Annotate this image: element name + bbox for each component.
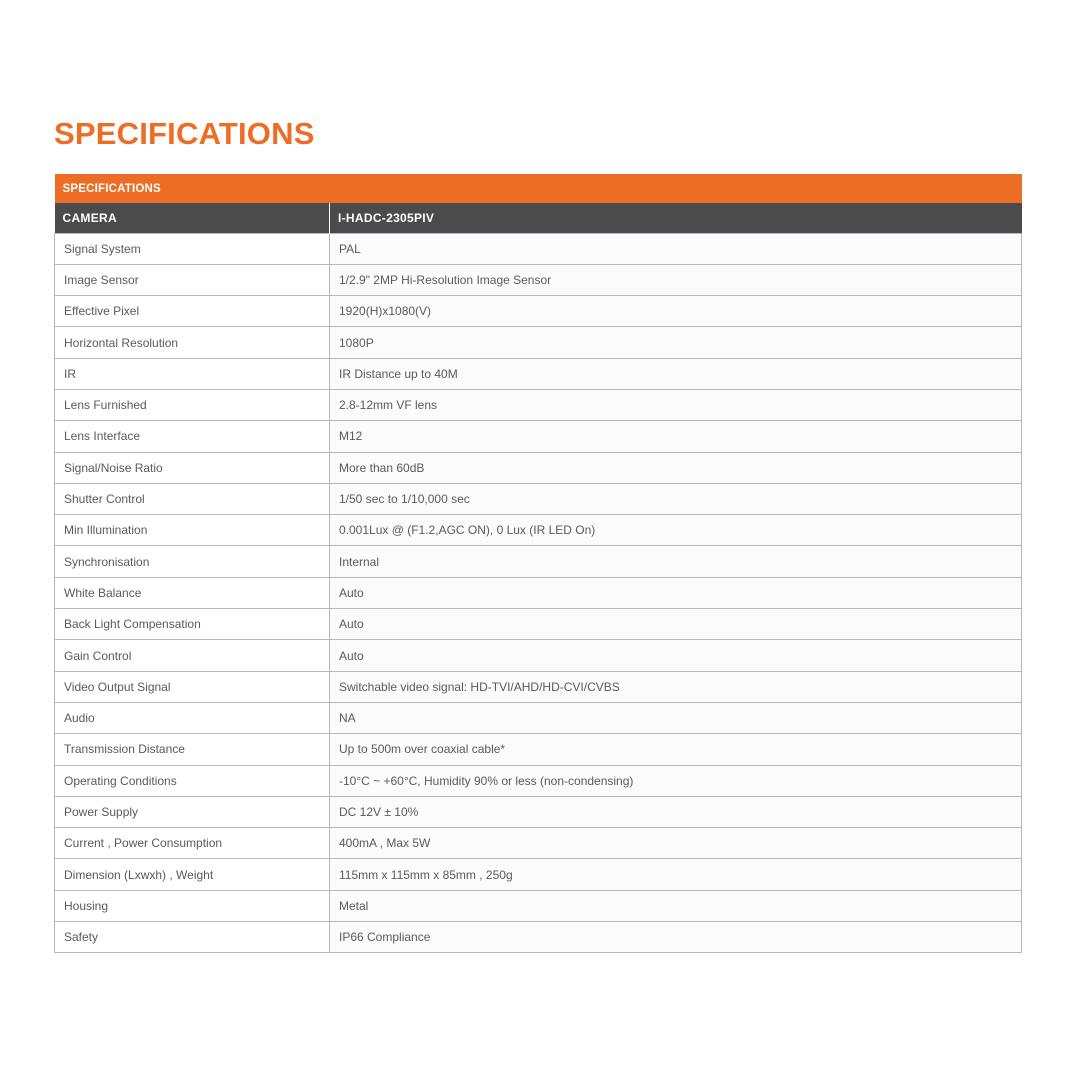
table-row bbox=[55, 264, 1022, 295]
page-title: SPECIFICATIONS bbox=[54, 116, 315, 151]
table-banner-label: SPECIFICATIONS bbox=[55, 174, 1022, 203]
spec-value: M12 bbox=[330, 421, 1022, 452]
spec-label: Safety bbox=[55, 922, 330, 953]
spec-value: 1920(H)x1080(V) bbox=[330, 296, 1022, 327]
table-row bbox=[55, 452, 1022, 483]
table-banner-row bbox=[55, 174, 1022, 203]
spec-label: Lens Interface bbox=[55, 421, 330, 452]
spec-label: Horizontal Resolution bbox=[55, 327, 330, 358]
table-row bbox=[55, 890, 1022, 921]
spec-value: 115mm x 115mm x 85mm , 250g bbox=[330, 859, 1022, 890]
spec-value: 2.8-12mm VF lens bbox=[330, 389, 1022, 420]
table-row bbox=[55, 296, 1022, 327]
spec-label: Operating Conditions bbox=[55, 765, 330, 796]
table-row bbox=[55, 233, 1022, 264]
spec-label: Video Output Signal bbox=[55, 671, 330, 702]
spec-value: 1/2.9" 2MP Hi-Resolution Image Sensor bbox=[330, 264, 1022, 295]
spec-value: DC 12V ± 10% bbox=[330, 796, 1022, 827]
header-model-number: I-HADC-2305PIV bbox=[330, 203, 1022, 233]
spec-value: Switchable video signal: HD-TVI/AHD/HD-CVI/CVBS bbox=[330, 671, 1022, 702]
table-row bbox=[55, 640, 1022, 671]
table-row bbox=[55, 483, 1022, 514]
spec-label: Min Illumination bbox=[55, 515, 330, 546]
spec-value: 400mA , Max 5W bbox=[330, 828, 1022, 859]
spec-value: IR Distance up to 40M bbox=[330, 358, 1022, 389]
spec-value: PAL bbox=[330, 233, 1022, 264]
spec-value: Up to 500m over coaxial cable* bbox=[330, 734, 1022, 765]
table-row bbox=[55, 734, 1022, 765]
spec-value: 1/50 sec to 1/10,000 sec bbox=[330, 483, 1022, 514]
spec-label: Lens Furnished bbox=[55, 389, 330, 420]
table-row bbox=[55, 859, 1022, 890]
spec-value: Internal bbox=[330, 546, 1022, 577]
spec-label: Transmission Distance bbox=[55, 734, 330, 765]
spec-value: Metal bbox=[330, 890, 1022, 921]
specifications-table-body bbox=[55, 174, 1022, 953]
specifications-table bbox=[54, 174, 1022, 953]
spec-label: White Balance bbox=[55, 577, 330, 608]
spec-label: Power Supply bbox=[55, 796, 330, 827]
table-row bbox=[55, 671, 1022, 702]
spec-label: IR bbox=[55, 358, 330, 389]
spec-label: Current , Power Consumption bbox=[55, 828, 330, 859]
spec-value: 1080P bbox=[330, 327, 1022, 358]
spec-label: Shutter Control bbox=[55, 483, 330, 514]
table-row bbox=[55, 796, 1022, 827]
spec-label: Back Light Compensation bbox=[55, 609, 330, 640]
spec-label: Housing bbox=[55, 890, 330, 921]
spec-value: IP66 Compliance bbox=[330, 922, 1022, 953]
table-row bbox=[55, 922, 1022, 953]
header-camera-label: CAMERA bbox=[55, 203, 330, 233]
spec-value: Auto bbox=[330, 577, 1022, 608]
spec-label: Synchronisation bbox=[55, 546, 330, 577]
table-row bbox=[55, 765, 1022, 796]
table-row bbox=[55, 546, 1022, 577]
spec-label: Image Sensor bbox=[55, 264, 330, 295]
table-row bbox=[55, 358, 1022, 389]
table-row bbox=[55, 828, 1022, 859]
spec-label: Effective Pixel bbox=[55, 296, 330, 327]
spec-value: More than 60dB bbox=[330, 452, 1022, 483]
table-row bbox=[55, 577, 1022, 608]
spec-value: Auto bbox=[330, 640, 1022, 671]
table-row bbox=[55, 421, 1022, 452]
spec-label: Gain Control bbox=[55, 640, 330, 671]
spec-label: Audio bbox=[55, 702, 330, 733]
spec-label: Signal System bbox=[55, 233, 330, 264]
table-header-row bbox=[55, 203, 1022, 233]
table-row bbox=[55, 515, 1022, 546]
spec-value: Auto bbox=[330, 609, 1022, 640]
spec-label: Dimension (Lxwxh) , Weight bbox=[55, 859, 330, 890]
spec-value: -10°C ~ +60°C, Humidity 90% or less (non-condensing) bbox=[330, 765, 1022, 796]
table-row bbox=[55, 702, 1022, 733]
spec-value: NA bbox=[330, 702, 1022, 733]
table-row bbox=[55, 327, 1022, 358]
table-row bbox=[55, 609, 1022, 640]
spec-label: Signal/Noise Ratio bbox=[55, 452, 330, 483]
table-row bbox=[55, 389, 1022, 420]
spec-value: 0.001Lux @ (F1.2,AGC ON), 0 Lux (IR LED On) bbox=[330, 515, 1022, 546]
